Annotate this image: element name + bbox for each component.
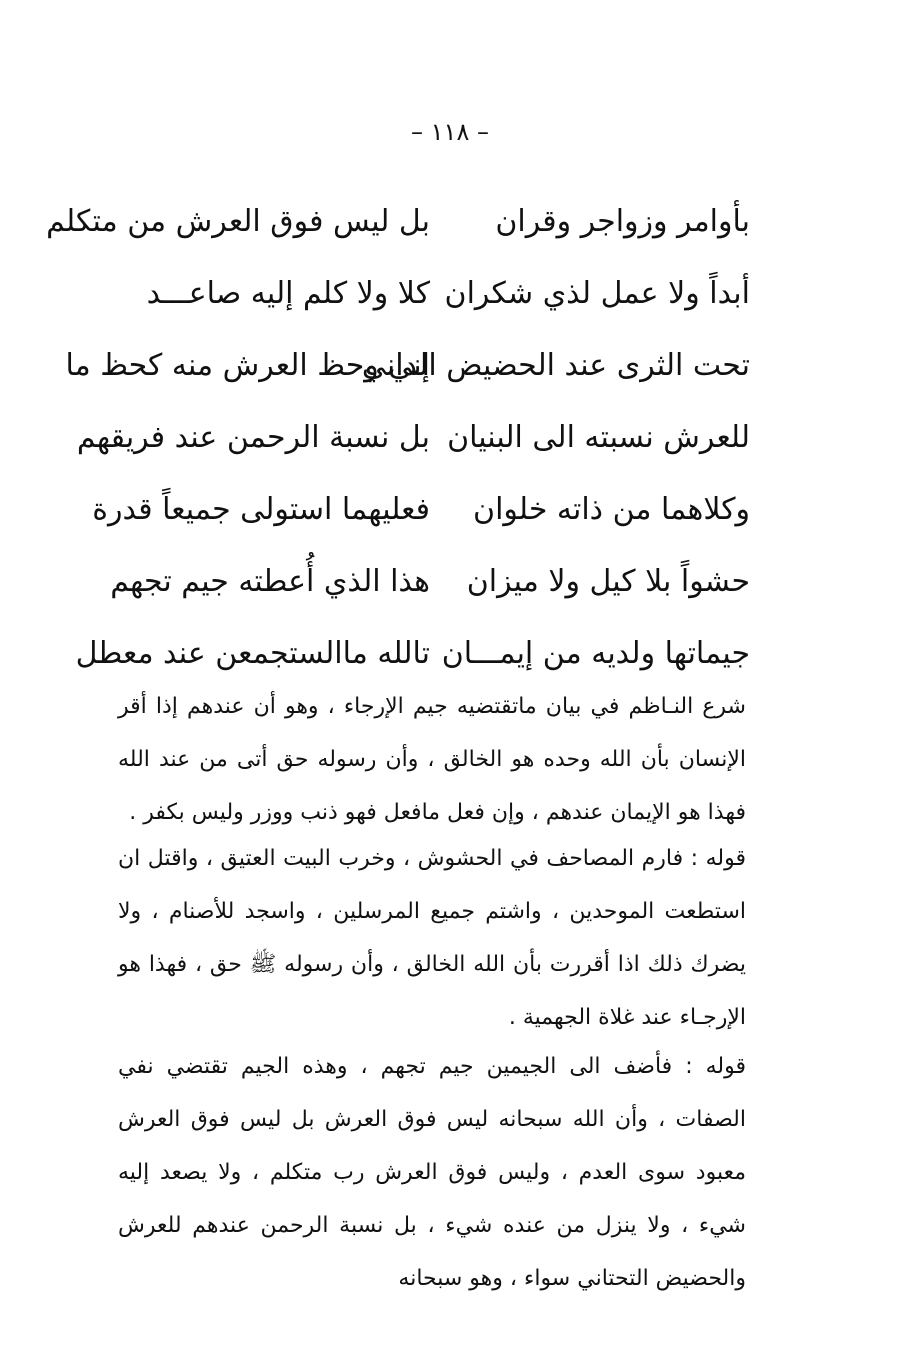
- verse-second-hemistich: أبداً ولا عمل لذي شكران: [444, 275, 750, 311]
- verse-line: [92, 473, 750, 545]
- paragraph-text: قوله : فأضف الى الجيمين جيم تجهم ، وهذه الجيم تقتضي نفي الصفات ، وأن الله سبحانه ليس فوق العرش بل ليس فوق العرش معبود سوى العدم ، وليس فوق العرش رب متكلم ، ولا يصعد إليه شيء ، ولا ينزل من عنده شيء ، بل نسبة الرحمن عندهم للعرش والحضيض التحتاني سواء ، وهو سبحانه: [118, 1054, 746, 1291]
- poem-verses: [46, 185, 750, 689]
- verse-first-hemistich: بل ليس فوق العرش من متكلم: [46, 203, 430, 239]
- verse-second-hemistich: بأوامر وزواجر وقران: [495, 203, 750, 239]
- verse-line: [65, 329, 750, 401]
- page-number: – ١١٨ –: [411, 118, 489, 146]
- verse-first-hemistich: تالله ماالستجمعن عند معطل: [75, 635, 430, 671]
- paragraph-text: قوله : فارم المصاحف في الحشوش ، وخرب البيت العتيق ، واقتل ان استطعت الموحدين ، واشتم جميع المرسلين ، واسجد للأصنام ، ولا يضرك ذلك اذا أقررت بأن الله الخالق ، وأن رسوله ﷺ حق ، فهذا هو الإرجـاء عند غلاة الجهمية .: [118, 846, 746, 1030]
- verse-line: [76, 401, 750, 473]
- verse-line: [75, 617, 750, 689]
- commentary-paragraph: [118, 832, 746, 1044]
- verse-first-hemistich: بل نسبة الرحمن عند فريقهم: [76, 419, 430, 455]
- verse-line: [46, 185, 750, 257]
- paragraph-text: شرع النـاظم في بيان ماتقتضيه جيم الإرجاء ، وهو أن عندهم إذا أقر الإنسان بأن الله وحده هو الخالق ، وأن رسوله حق أتى من عند الله فهذا هو الإيمان عندهم ، وإن فعل مافعل فهو ذنب ووزر وليس بكفر .: [118, 694, 746, 825]
- verse-first-hemistich: كلا ولا كلم إليه صاعـــد: [146, 275, 430, 311]
- verse-second-hemistich: وكلاهما من ذاته خلوان: [473, 491, 750, 527]
- verse-first-hemistich: إني وحظ العرش منه كحظ ما: [65, 347, 430, 383]
- verse-second-hemistich: للعرش نسبته الى البنيان: [447, 419, 750, 455]
- verse-second-hemistich: جيماتها ولديه من إيمـــان: [441, 635, 750, 671]
- verse-second-hemistich: تحت الثرى عند الحضيض الداني: [361, 347, 750, 383]
- commentary-paragraph: [118, 680, 746, 839]
- verse-first-hemistich: فعليهما استولى جميعاً قدرة: [92, 491, 430, 527]
- verse-second-hemistich: حشواً بلا كيل ولا ميزان: [466, 563, 750, 599]
- verse-first-hemistich: هذا الذي أُعطته جيم تجهم: [110, 563, 430, 599]
- verse-line: [110, 545, 750, 617]
- commentary-paragraph: [118, 1040, 746, 1305]
- verse-line: [110, 257, 750, 329]
